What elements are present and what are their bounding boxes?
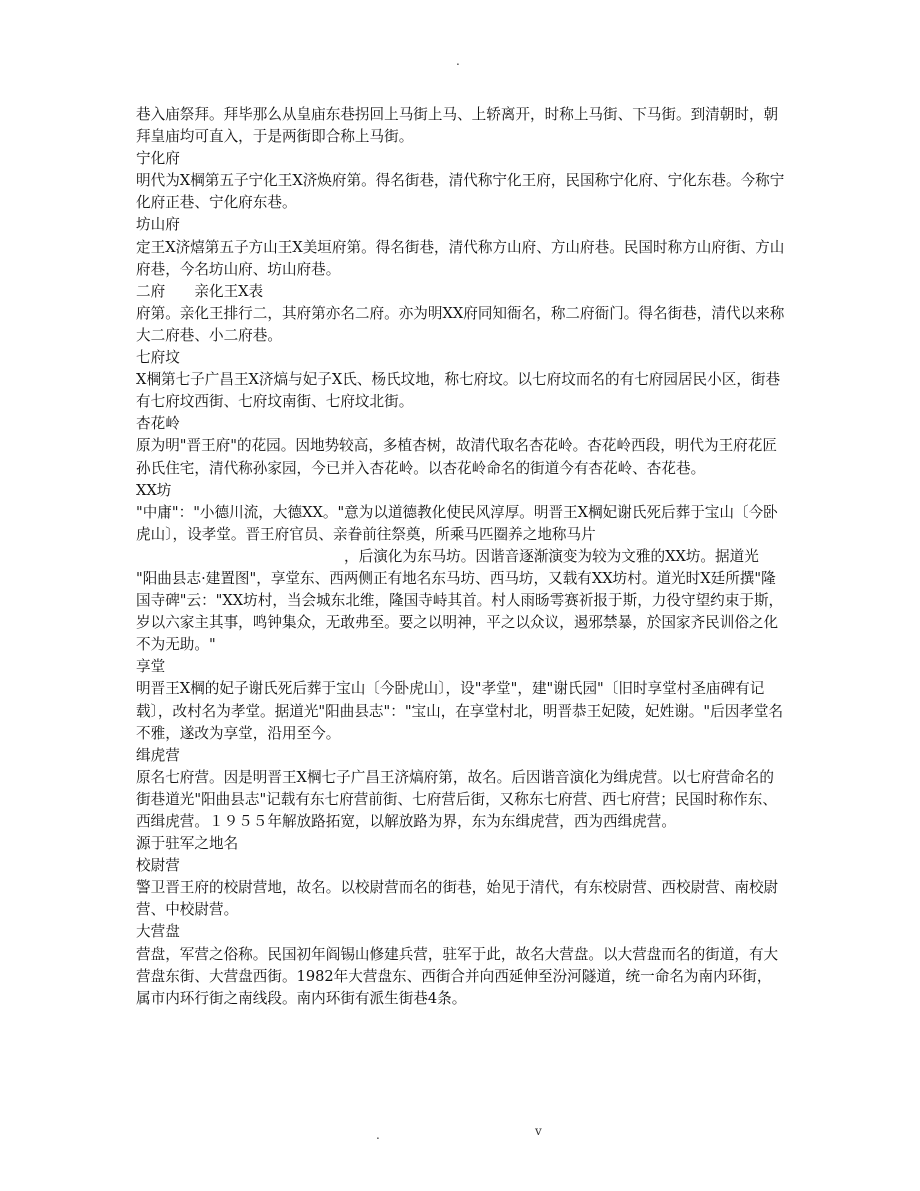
section-heading: 缉虎营: [136, 746, 180, 764]
paragraph: 府第。亲化王排行二，其府第亦名二府。亦为明XX府同知衙名，称二府衙门。得名街巷，清代以来称大二府巷、小二府巷。: [136, 304, 785, 344]
footer-dot: .: [376, 1128, 380, 1142]
section-heading: XX坊: [136, 481, 172, 499]
section-heading: 大营盘: [136, 923, 180, 941]
section-heading: 校尉营: [136, 857, 180, 875]
section-heading: 宁化府: [136, 150, 180, 168]
section-heading: 坊山府: [136, 216, 180, 234]
paragraph: 明代为X棡第五子宁化王X济焕府第。得名街巷，清代称宁化王府，民国称宁化府、宁化东巷。今称宁化府正巷、宁化府东巷。: [136, 172, 785, 212]
header-dot: .: [456, 54, 460, 68]
paragraph: "中庸"："小德川流，大德XX。"意为以道德教化使民风淳厚。明晋王X棡妃谢氏死后葬于宝山〔今卧虎山〕，设孝堂。晋王府官员、亲眷前往祭奠，所乘马匹圈养之地称马片: [136, 503, 778, 543]
document-body: [136, 104, 786, 1010]
section-heading: 享堂: [136, 658, 166, 676]
section-heading: 二府 亲化王X表: [136, 282, 264, 300]
section-heading: 七府坟: [136, 349, 180, 367]
paragraph: 定王X济熺第五子方山王X美垣府第。得名街巷，清代称方山府、方山府巷。民国时称方山府街、方山府巷，今名坊山府、坊山府巷。: [136, 238, 785, 278]
section-heading: 杏花岭: [136, 415, 180, 433]
paragraph: 原名七府营。因是明晋王X棡七子广昌王济熇府第，故名。后因谐音演化为缉虎营。以七府营命名的街巷道光"阳曲县志"记载有东七府营前街、七府营后街，又称东七府营、西七府营；民国时称作东、西缉虎营。１９５５年解放路拓宽，以解放路为界，东为东缉虎营，西为西缉虎营。: [136, 768, 777, 830]
paragraph-continuation: ，后演化为东马坊。因谐音逐渐演变为较为文雅的XX坊。据道光: [344, 547, 759, 565]
paragraph: 巷入庙祭拜。拜毕那么从皇庙东巷拐回上马街上马、上轿离开，时称上马街、下马街。到清朝时，朝拜皇庙均可直入，于是两街即合称上马街。: [136, 106, 779, 146]
paragraph: 营盘，军营之俗称。民国初年阎锡山修建兵营，驻军于此，故名大营盘。以大营盘而名的街道，有大营盘东街、大营盘西街。1982年大营盘东、西街合并向西延伸至汾河隧道，统一命名为南内环街，属市内环行街之南线段。南内环街有派生街巷4条。: [136, 945, 779, 1007]
paragraph: X棡第七子广昌王X济熇与妃子X氏、杨氏坟地，称七府坟。以七府坟而名的有七府园居民小区，街巷有七府坟西街、七府坟南街、七府坟北街。: [136, 371, 781, 411]
paragraph: 原为明"晋王府"的花园。因地势较高，多植杏树，故清代取名杏花岭。杏花岭西段，明代为王府花匠孙氏住宅，清代称孙家园，今已并入杏花岭。以杏花岭命名的街道今有杏花岭、杏花巷。: [136, 437, 777, 477]
page-mark: v: [535, 1124, 542, 1138]
paragraph: 警卫晋王府的校尉营地，故名。以校尉营而名的街巷，始见于清代，有东校尉营、西校尉营、南校尉营、中校尉营。: [136, 879, 779, 919]
section-heading: 源于驻军之地名: [136, 835, 239, 853]
paragraph: "阳曲县志·建置图"，享堂东、西两侧正有地名东马坊、西马坊，又载有XX坊村。道光时X廷所撰"隆国寺碑"云："XX坊村，当会城东北维，隆国寺峙其首。村人雨旸雩赛祈报于斯，力役守望约束于斯，岁以六家主其事，鸣钟集众，无敢弗至。要之以明神，平之以众议，遏邪禁暴，於国家齐民训俗之化不为无助。": [136, 569, 784, 654]
paragraph: 明晋王X棡的妃子谢氏死后葬于宝山〔今卧虎山〕，设"孝堂"，建"谢氏园"〔旧时享堂村圣庙碑有记载〕，改村名为孝堂。据道光"阳曲县志"："宝山，在享堂村北，明晋恭王妃陵，妃姓谢。"后因孝堂名不雅，遂改为享堂，沿用至今。: [136, 680, 784, 742]
